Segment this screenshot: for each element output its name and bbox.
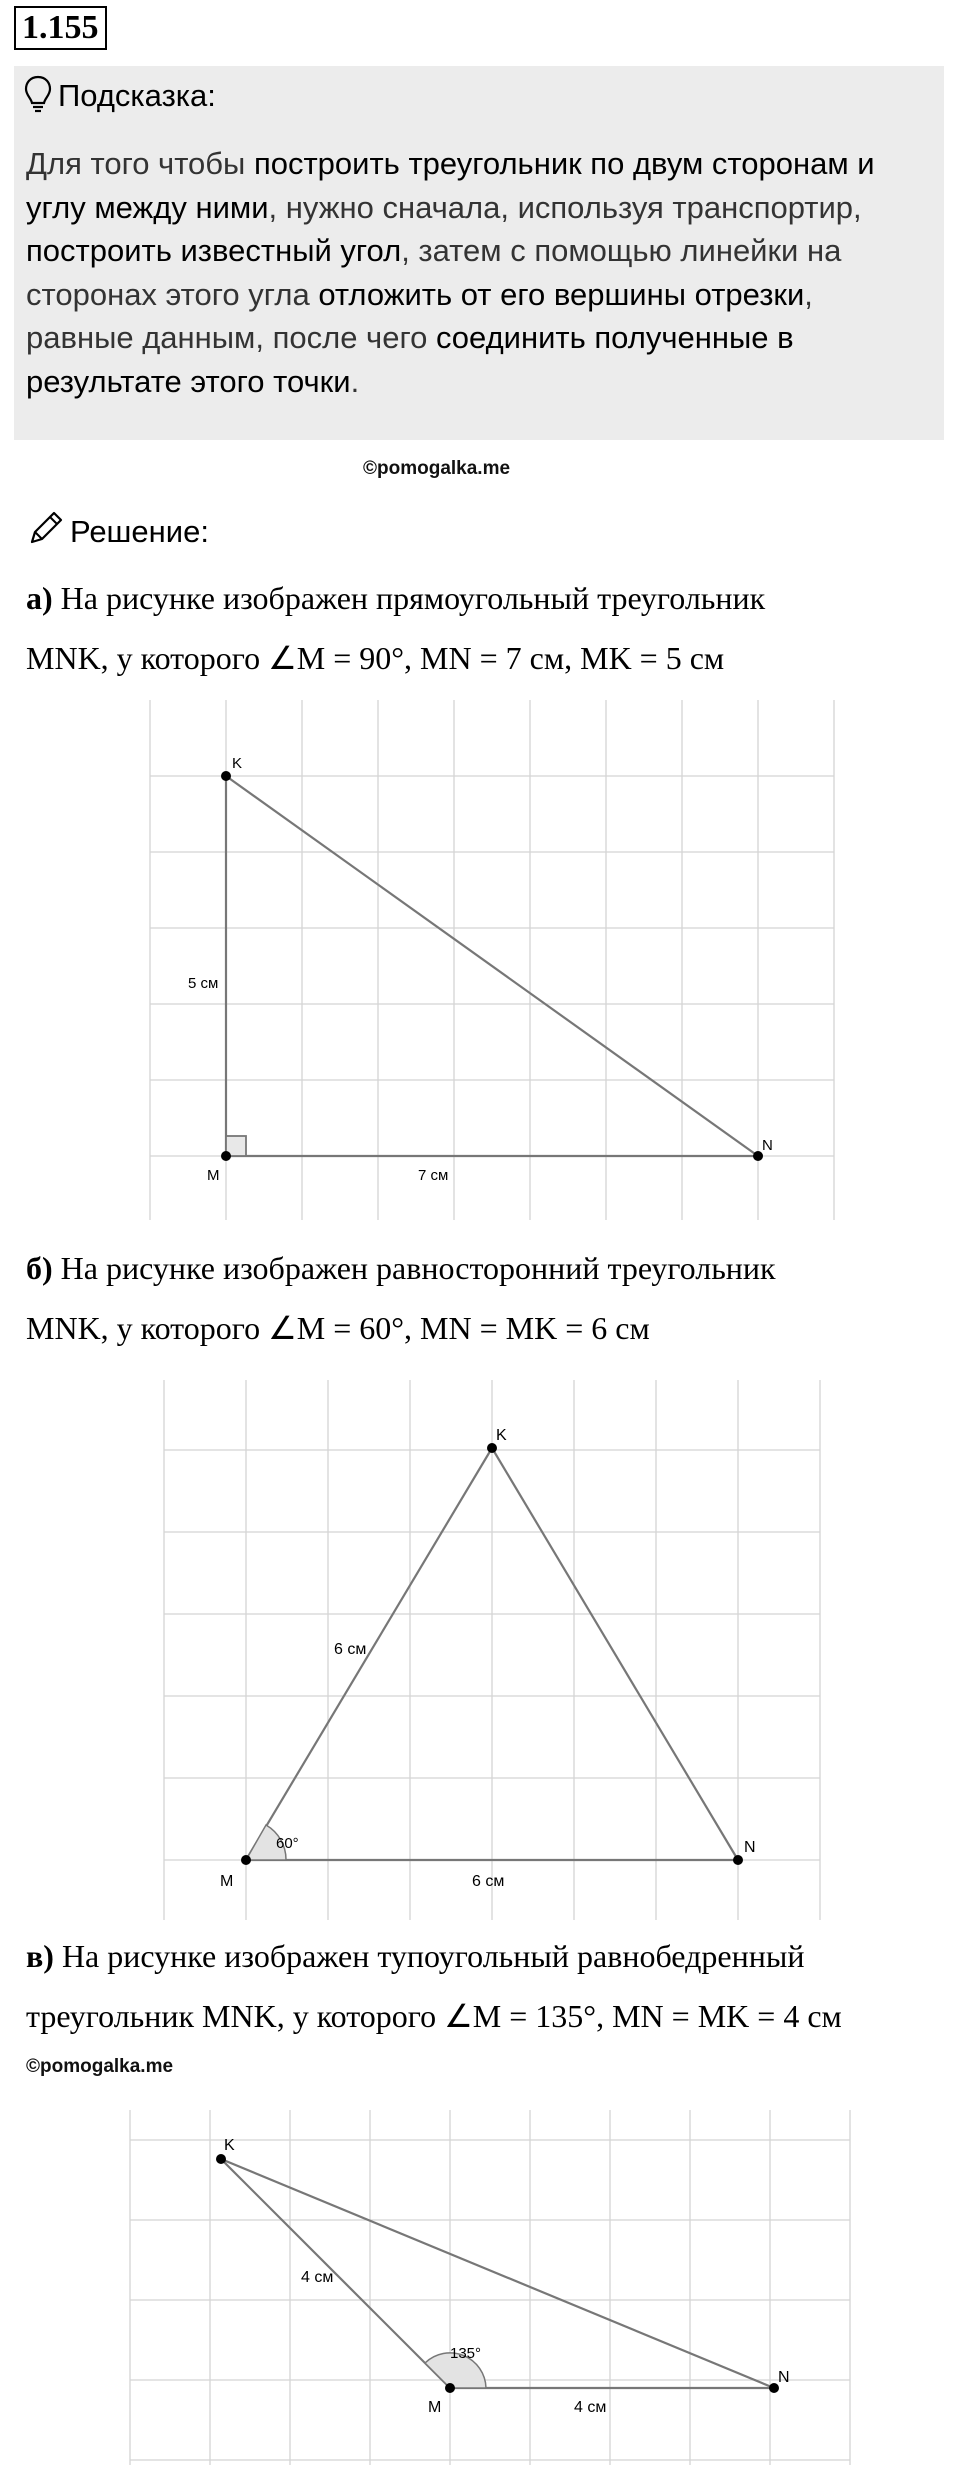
- lightbulb-icon: [24, 74, 52, 114]
- point-m: [241, 1855, 251, 1865]
- task-number: 1.155: [14, 6, 107, 50]
- point-m: [445, 2383, 455, 2393]
- label-mk: 5 см: [188, 975, 219, 992]
- grid-a: [150, 700, 834, 1220]
- figure-b: [0, 1370, 960, 1930]
- hint-bold-4: соединить полученные в результате этого точки: [26, 320, 794, 399]
- point-m: [221, 1151, 231, 1161]
- hint-bold-2: построить известный угол: [26, 233, 402, 268]
- part-c-line-1: в) На рисунке изображен тупоугольный равнобедренный: [26, 1938, 805, 1974]
- solution-title: Решение:: [70, 514, 209, 549]
- label-k: K: [496, 1427, 507, 1444]
- hint-text: Для того чтобы построить треугольник по двум сторонам и углу между ними, нужно сначала, используя транспортир, построить известный угол, затем с помощью линейки на сторонах этого угла отложить от его вершины отрезки, равные данным, после чего соединить полученные в результате этого точки.: [26, 146, 875, 399]
- hint-title: Подсказка:: [58, 78, 216, 113]
- point-n: [733, 1855, 743, 1865]
- point-k: [487, 1443, 497, 1453]
- label-mn: 4 см: [574, 2399, 607, 2416]
- label-k: K: [224, 2137, 235, 2154]
- point-k: [221, 771, 231, 781]
- triangle-a: [226, 776, 758, 1156]
- part-b-line-1: б) На рисунке изображен равносторонний треугольник: [26, 1250, 776, 1286]
- label-m: M: [428, 2399, 442, 2416]
- watermark: ©pomogalka.me: [363, 458, 511, 479]
- label-angle: 135°: [450, 2345, 482, 2362]
- part-c-line-2: треугольник MNK, у которого ∠M = 135°, MN = MK = 4 см: [26, 1998, 842, 2034]
- label-mk: 4 см: [301, 2269, 334, 2286]
- pencil-icon: [28, 510, 64, 546]
- label-mn: 7 см: [418, 1167, 449, 1184]
- label-n: N: [744, 1839, 756, 1856]
- label-angle: 60°: [276, 1835, 299, 1852]
- watermark-2: ©pomogalka.me: [26, 2056, 174, 2077]
- label-n: N: [762, 1137, 773, 1154]
- part-a-line-1: а) На рисунке изображен прямоугольный треугольник: [26, 580, 766, 616]
- label-m: M: [220, 1873, 234, 1890]
- label-mk: 6 см: [334, 1641, 367, 1658]
- grid-c: [130, 2110, 850, 2465]
- label-mn: 6 см: [472, 1873, 505, 1890]
- label-k: K: [232, 755, 243, 772]
- part-a-line-2: MNK, у которого ∠M = 90°, MN = 7 см, MK = 5 см: [26, 640, 725, 676]
- figure-c: [0, 2100, 960, 2470]
- part-b-line-2: MNK, у которого ∠M = 60°, MN = MK = 6 см: [26, 1310, 650, 1346]
- point-k: [216, 2154, 226, 2164]
- label-m: M: [207, 1167, 220, 1184]
- hint-bold-3: отложить от его вершины отрезки: [318, 276, 805, 312]
- hint-bold-1: построить треугольник по двум сторонам и углу между ними: [26, 146, 875, 225]
- label-n: N: [778, 2369, 790, 2386]
- figure-a: [0, 690, 960, 1230]
